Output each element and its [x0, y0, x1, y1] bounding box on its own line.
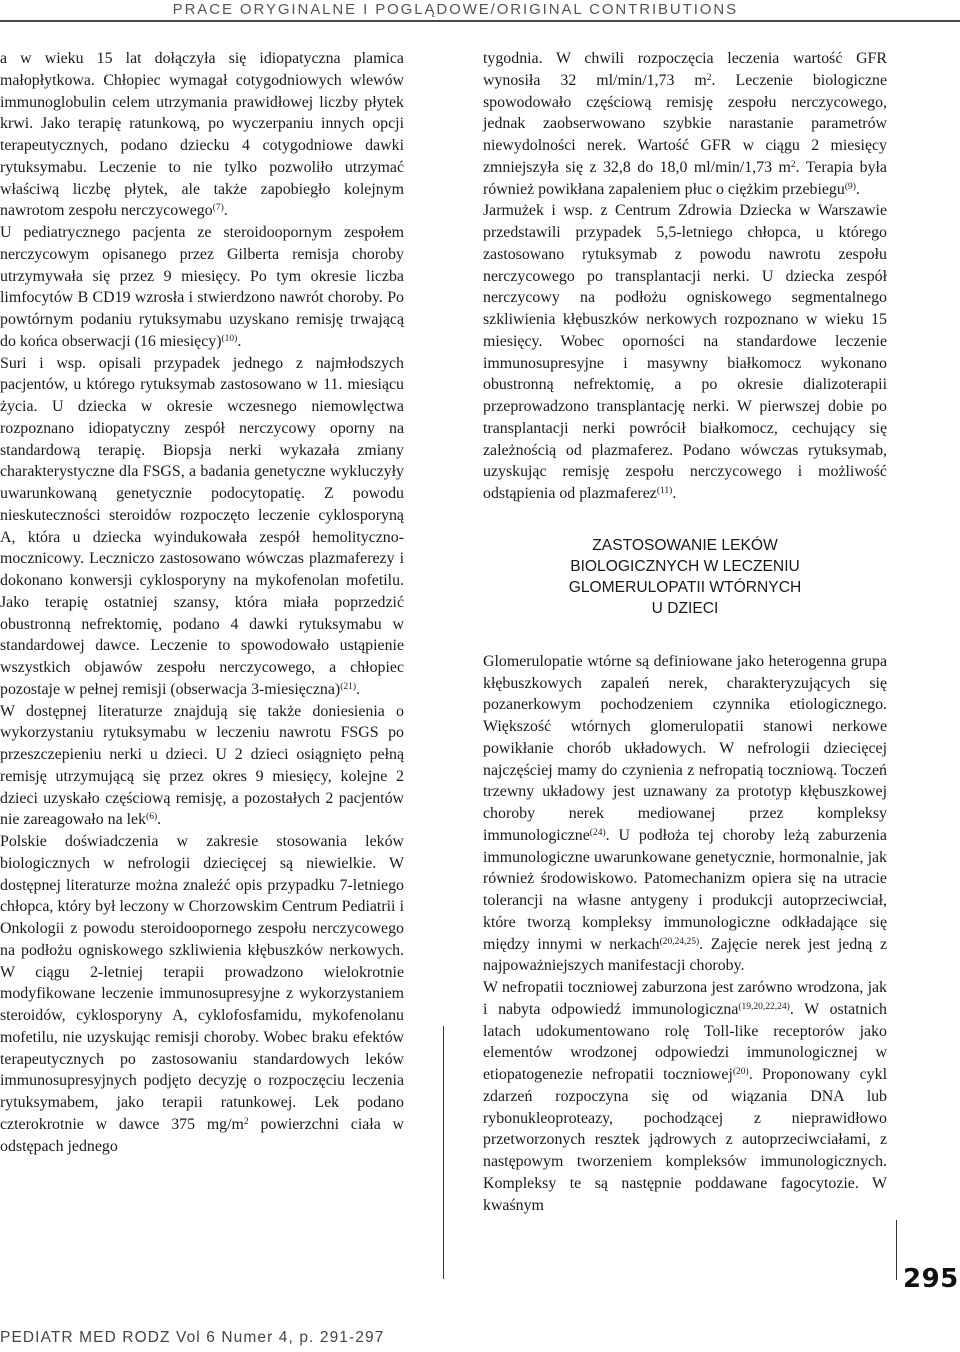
paragraph [0, 831, 404, 1157]
left-column [0, 48, 404, 1157]
paragraph-text: W nefropatii toczniowej zaburzona jest zarówno wrodzona, jak i nabyta odpowiedź immunologiczna [483, 979, 887, 1018]
citation-ref: (20,24,25) [659, 936, 700, 947]
paragraph [483, 200, 887, 505]
column-divider-line [443, 1026, 444, 1279]
section-heading [483, 535, 887, 619]
paragraph-text: . W ostatnich latach udokumentowano rolę Toll-like receptorów jako elementów wrodzonej odpowiedzi immunologicznej w etiopatogenezie nefropatii toczniowej [483, 1000, 887, 1083]
paragraph-text: . U podłoża tej choroby leżą zaburzenia immunologiczne uwarunkowane genetycznie, hormonalnie, jak również środowiskowo. Patomechanizm opiera się na utracie tolerancji na własne antygeny i produkcji autoprzeciwciał, które tworzą kompleksy immunologiczne odkładające się między innymi w nerkach [483, 826, 887, 953]
paragraph [483, 977, 887, 1216]
paragraph-text: Glomerulopatie wtórne są definiowane jako heterogenna grupa kłębuszkowych zapaleń nerek, charakteryzujących się pozanerkowym pochodzeniem czynnika etiologicznego. Większość wtórnych glomerulopatii stanowi nerkowe powikłanie chorób układowych. W nefrologii dziecięcej najczęściej mamy do czynienia z nefropatią toczniową. Toczeń trzewny układowy jest uznawany za prototyp kłębuszkowej choroby nerek mediowanej przez kompleksy immunologiczne [483, 652, 887, 844]
paragraph-text: . Zajęcie nerek jest jedną z najpoważniejszych manifestacji choroby. [483, 935, 888, 975]
citation-ref: (6) [146, 812, 158, 823]
paragraph-text: . [157, 811, 162, 829]
superscript: 2 [706, 72, 712, 83]
citation-ref: (7) [212, 203, 224, 214]
paragraph-text: a w wieku 15 lat dołączyła się idiopatyczna plamica małopłytkowa. Chłopiec wymagał cotygodniowych wlewów immunoglobulin celem utrzymania prawidłowej liczby płytek krwi. Jako terapię ratunkową, po wyczerpaniu innych opcji terapeutycznych, podano dziecku 4 cotygodniowe dawki rytuksymabu. Leczenie to nie tylko pozwoliło utrzymać właściwą liczbę płytek, ale także zapobiegło kolejnym nawrotom zespołu nerczycowego [0, 50, 404, 220]
right-column [483, 48, 887, 1216]
citation-ref: (24) [589, 827, 606, 838]
paragraph [0, 353, 404, 701]
header-rule [0, 20, 960, 22]
section-heading-line: ZASTOSOWANIE LEKÓW [592, 536, 778, 554]
paragraph-text: . Terapia była również powikłana zapaleniem płuc o ciężkim przebiegu [483, 158, 887, 198]
running-header [0, 0, 960, 22]
citation-ref: (21) [340, 681, 357, 692]
section-heading-line: BIOLOGICZNYCH W LECZENIU [570, 557, 800, 575]
paragraph [0, 701, 404, 832]
paragraph [0, 222, 404, 353]
paragraph-text: tygodnia. W chwili rozpoczęcia leczenia wartość GFR wynosiła 32 ml/min/1,73 m [483, 50, 887, 89]
citation-ref: (20) [732, 1067, 749, 1077]
paragraph-text: Jarmużek i wsp. z Centrum Zdrowia Dziecka w Warszawie przedstawili przypadek 5,5-letniego chłopca, u którego zastosowano rytuksymab z powodu nawrotu zespołu nerczycowego po transplantacji nerki. U dziecka zespół nerczycowy na podłożu ogniskowego segmentalnego szkliwienia kłębuszków nerkowych rozpoznano w wieku 15 miesięcy. Wobec oporności na standardowe leczenie immunosupresyjne i masywny białkomocz wykonano obustronną nefrektomię, a po okresie dializoterapii przeprowadzono transplantację nerki. W pierwszej dobie po transplantacji nerki powrócił białkomocz, cechujący się zależnością od plazmaferez. Podano wówczas rytuksymab, uzyskując remisję zespołu nerczycowego i możliwość odstąpienia od plazmaferez [483, 202, 887, 502]
paragraph [483, 651, 887, 977]
superscript: 2 [790, 159, 796, 170]
running-title: PRACE ORYGINALNE I POGLĄDOWE/ORIGINAL CONTRIBUTIONS [172, 1, 738, 18]
citation-ref: (9) [844, 181, 856, 192]
section-heading-line: GLOMERULOPATII WTÓRNYCH [568, 578, 802, 596]
journal-citation-footer: PEDIATR MED RODZ Vol 6 Numer 4, p. 291-297 [0, 1329, 385, 1346]
paragraph-text: . Proponowany cykl zdarzeń rozpoczyna się od wiązania DNA lub rybonukleoproteazy, pochodzącej z nieprawidłowo przetworzonych resztek jądrowych z autoprzeciwciałami, z następowym tworzeniem kompleksów immunologicznych. Kompleksy te są następnie poddawane fagocytozie. W kwaśnym [483, 1066, 887, 1214]
paragraph [0, 48, 404, 222]
paragraph [483, 48, 887, 200]
paragraph-text: . [223, 202, 228, 220]
paragraph-text: . Leczenie biologiczne spowodowało częściową remisję zespołu nerczycowego, jednak zaobserwowano szybkie narastanie parametrów niewydolności nerek. Wartość GFR w ciągu 2 miesięcy zmniejszyła się z 32,8 do 18,0 ml/min/1,73 m [483, 71, 887, 176]
paragraph-text: powierzchni ciała w odstępach jednego [0, 1115, 405, 1155]
paragraph-text: W dostępnej literaturze znajdują się także doniesienia o wykorzystaniu rytuksymabu w leczeniu nawrotu FSGS po przeszczepieniu nerki u dzieci. U 2 dzieci osiągnięto pełną remisję utrzymującą się przez okres 9 miesięcy, kolejne 2 dzieci uzyskało częściową remisję, a pozostałych 2 pacjentów nie zareagowało na lek [0, 702, 404, 829]
paragraph-text: . [237, 332, 242, 350]
citation-ref: (11) [656, 486, 673, 496]
paragraph-text: . [356, 680, 360, 698]
superscript: 2 [243, 1116, 249, 1127]
paragraph-text: . [855, 180, 860, 198]
page-number: 295 [903, 1264, 959, 1294]
paragraph-text: Suri i wsp. opisali przypadek jednego z najmłodszych pacjentów, u którego rytuksymab zastosowano w 11. miesiącu życia. U dziecka w okresie wczesnego niemowlęctwa rozpoznano idiopatyczny zespół nerczycowy oporny na standardową terapię. Biopsja nerki wykazała zmiany charakterystyczne dla FSGS, a badania genetyczne wykluczyły uwarunkowaną genetycznie podocytopatię. Z powodu nieskuteczności steroidów rozpoczęto leczenie cyklosporyną A, która u dziecka wyindukowała zespół hemolityczno-mocznicowy. Leczniczo zastosowano wówczas plazmaferezy i dokonano konwersji cyklosporyny na mykofenolan mofetilu. Jako terapię ostatniej szansy, która miała poprzedzić obustronną nefrektomię, podano 4 dawki rytuksymabu w standardowej dawce. Leczenie to spowodowało ustąpienie wszystkich objawów zespołu nerczycowego, a chłopiec pozostaje w pełnej remisji (obserwacja 3-miesięczna) [0, 354, 404, 698]
paragraph-text: . [672, 485, 677, 502]
paragraph-text: Polskie doświadczenia w zakresie stosowania leków biologicznych w nefrologii dziecięcej są niewielkie. W dostępnej literaturze można znaleźć opis przypadku 7-letniego chłopca, który był leczony w Chorzowskim Centrum Pediatrii i Onkologii z powodu steroidoopornego zespołu nerczycowego na podłożu ogniskowego szkliwienia kłębuszków nerkowych. W ciągu 2-letniej terapii prowadzono wielokrotnie modyfikowane leczenie immunosupresyjne z wykorzystaniem steroidów, cyklosporyny A, cyklofosfamidu, mykofenolanu mofetilu, nie uzyskując remisji choroby. Wobec braku efektów terapeutycznych po zastosowaniu standardowych leków immunosupresyjnych podjęto decyzję o rozpoczęciu leczenia rytuksymabem, jako terapii ratunkowej. Lek podano czterokrotnie w dawce 375 mg/m [0, 833, 404, 1133]
section-heading-line: U DZIECI [651, 599, 719, 617]
citation-ref: (10) [221, 333, 238, 344]
page-number-rule [896, 1220, 897, 1280]
paragraph-text: U pediatrycznego pacjenta ze steroidoopornym zespołem nerczycowym opisanego przez Gilberta remisja choroby utrzymywała się przez 9 miesięcy. Po tym okresie liczba limfocytów B CD19 wzrosła i stwierdzono nawrót choroby. Po powtórnym podaniu rytuksymabu uzyskano remisję trwającą do końca obserwacji (16 miesięcy) [0, 224, 404, 350]
citation-ref: (19,20,22,24) [738, 1001, 790, 1012]
